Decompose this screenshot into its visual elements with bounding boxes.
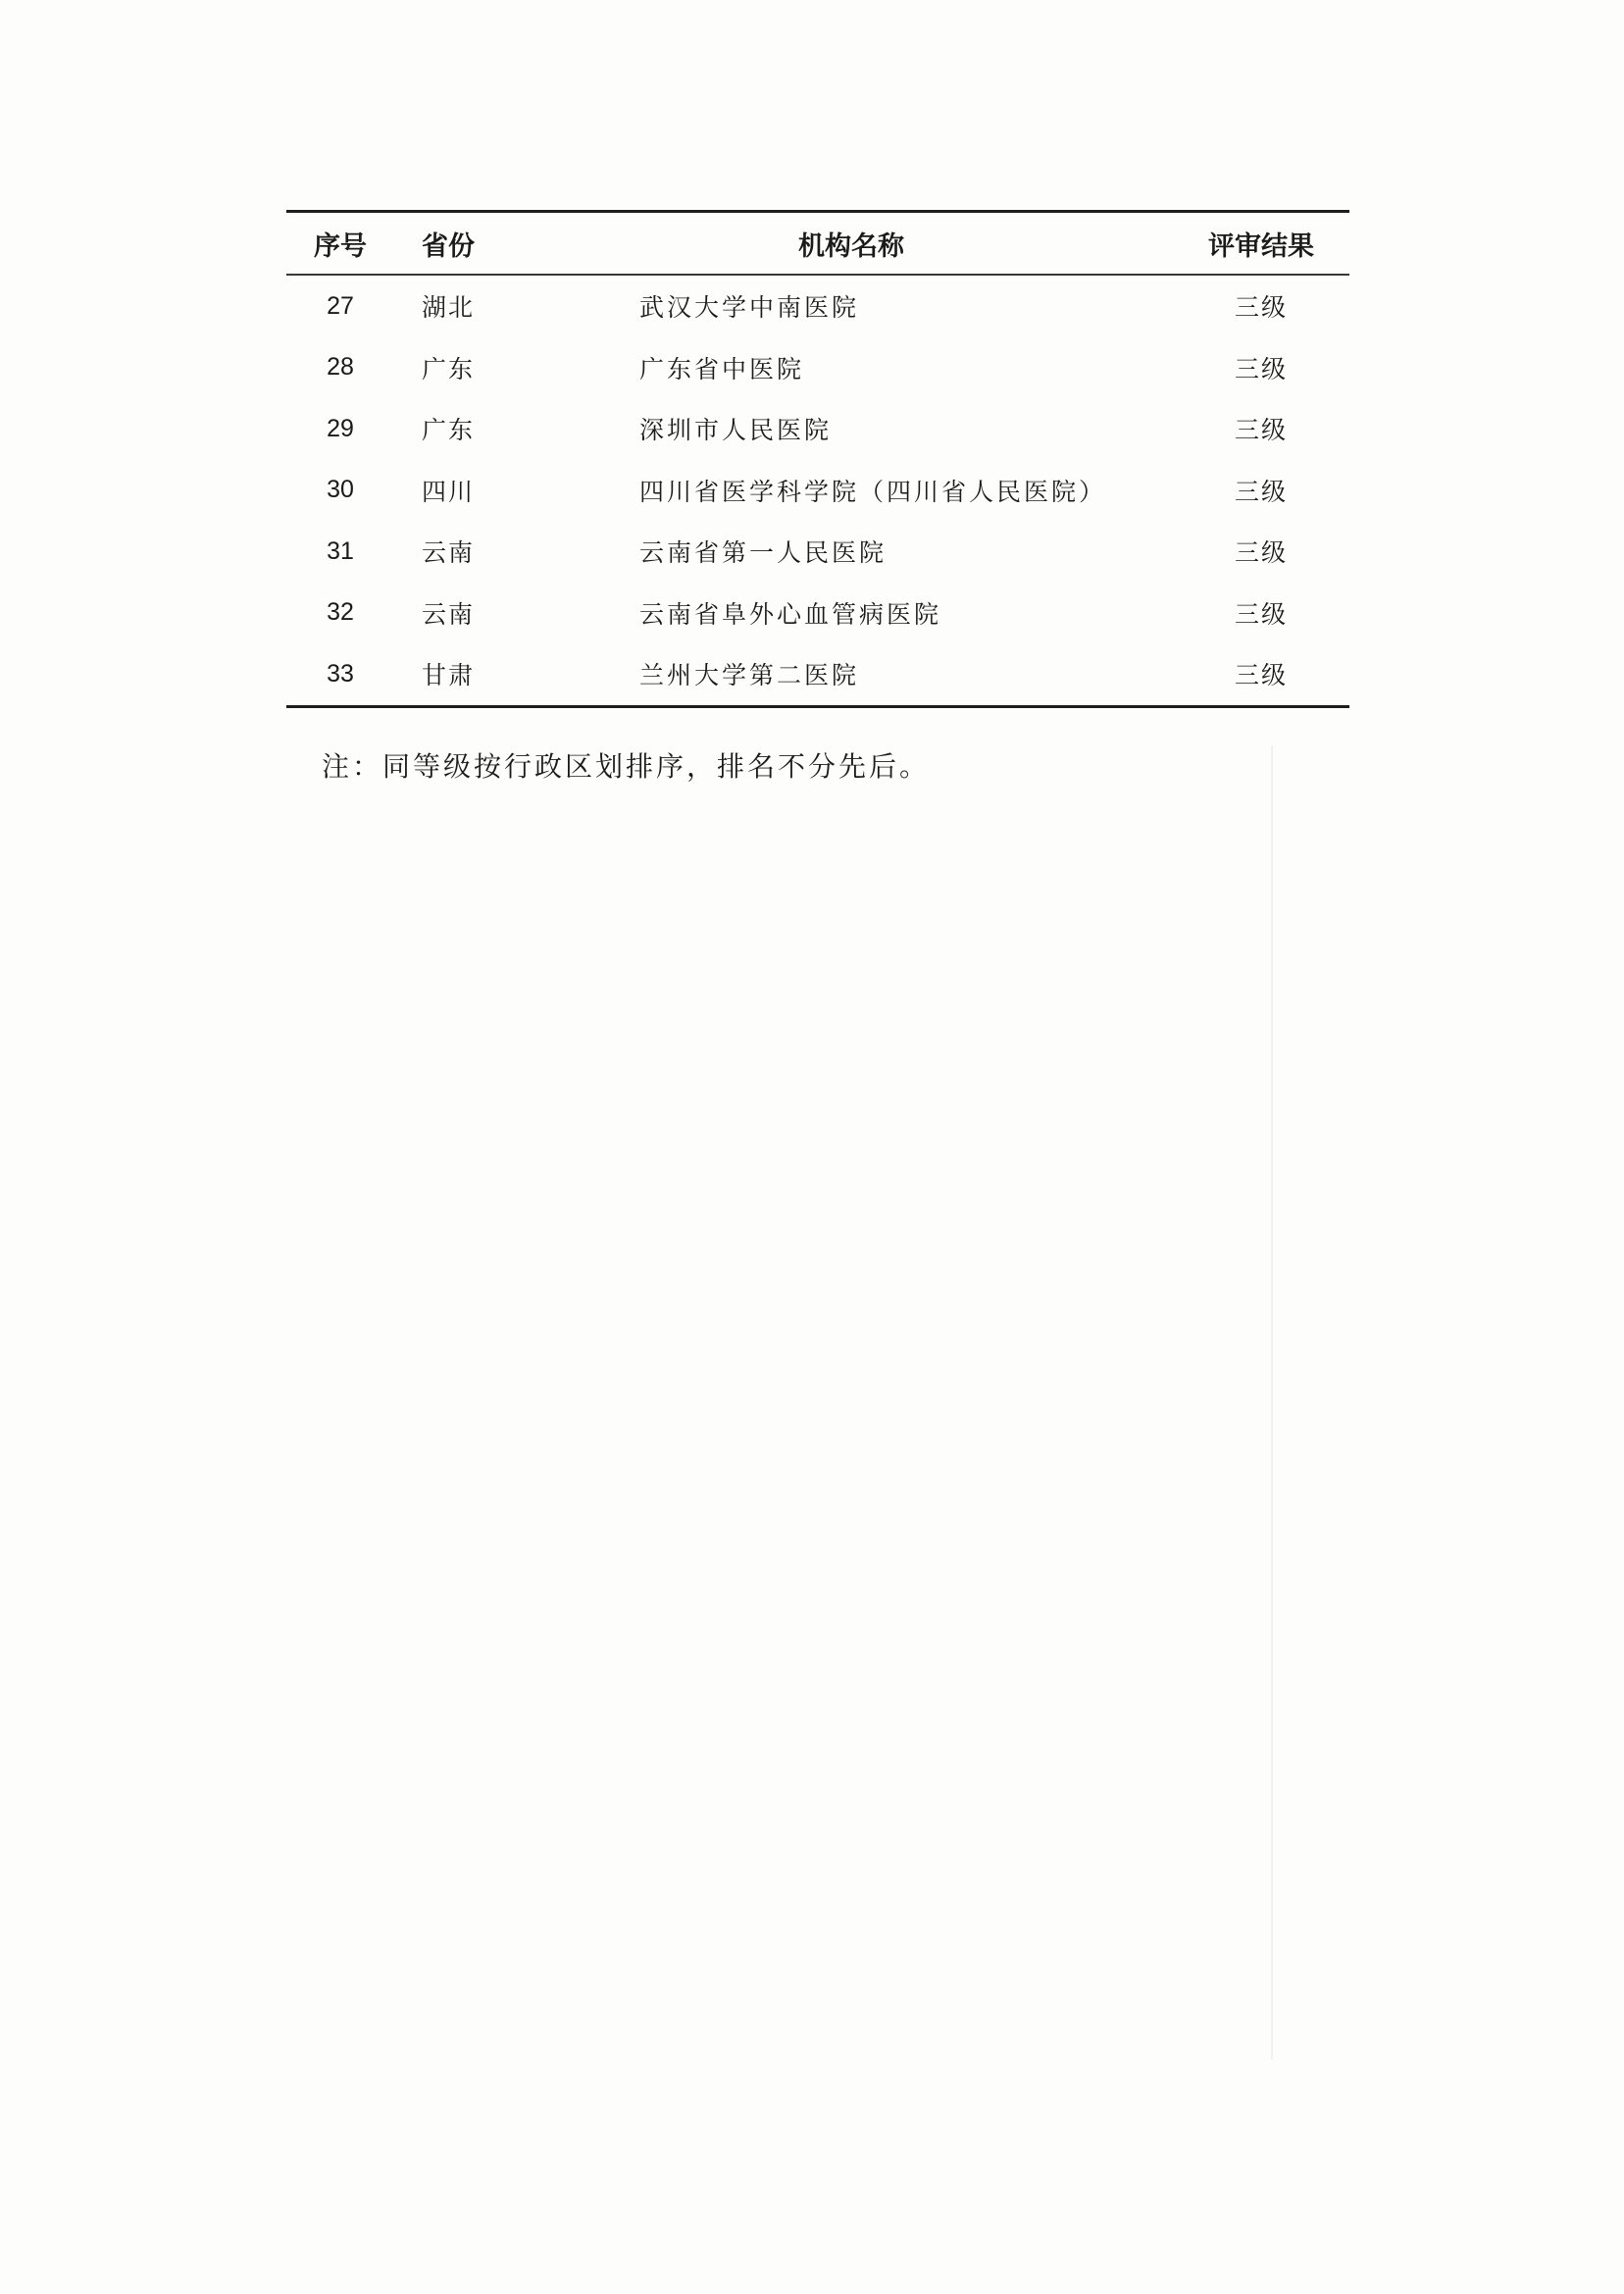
row-institution-name: 兰州大学第二医院 <box>639 661 860 690</box>
row-institution-name: 武汉大学中南医院 <box>639 293 860 323</box>
scan-edge-line <box>1271 745 1273 2060</box>
table-row <box>286 337 1349 399</box>
row-serial-number: 29 <box>327 414 354 442</box>
row-institution-name: 云南省第一人民医院 <box>639 538 888 568</box>
table-row <box>286 521 1349 583</box>
row-review-result: 三级 <box>1234 416 1288 445</box>
row-province: 广东 <box>422 416 476 445</box>
row-review-result: 三级 <box>1234 477 1288 506</box>
row-serial-number: 32 <box>327 598 354 627</box>
row-review-result: 三级 <box>1234 354 1288 383</box>
row-serial-number: 33 <box>327 659 354 688</box>
row-review-result: 三级 <box>1234 293 1288 323</box>
row-institution-name: 广东省中医院 <box>639 354 805 383</box>
header-province: 省份 <box>422 230 475 262</box>
row-institution-name: 深圳市人民医院 <box>639 416 833 445</box>
row-province: 云南 <box>422 538 476 568</box>
row-serial-number: 28 <box>327 353 354 382</box>
row-province: 甘肃 <box>422 661 476 690</box>
table-row <box>286 460 1349 522</box>
row-province: 四川 <box>422 477 476 506</box>
row-province: 广东 <box>422 354 476 383</box>
row-serial-number: 27 <box>327 291 354 320</box>
row-province: 云南 <box>422 599 476 629</box>
row-serial-number: 31 <box>327 536 354 565</box>
header-review-result: 评审结果 <box>1208 230 1314 262</box>
table-row <box>286 398 1349 460</box>
table-footnote: 注：同等级按行政区划排序，排名不分先后。 <box>322 750 931 783</box>
row-serial-number: 30 <box>327 476 354 504</box>
header-serial-number: 序号 <box>314 230 367 262</box>
row-institution-name: 四川省医学科学院（四川省人民医院） <box>639 477 1107 506</box>
row-institution-name: 云南省阜外心血管病医院 <box>639 599 942 629</box>
row-review-result: 三级 <box>1234 538 1288 568</box>
institution-table <box>286 210 1349 708</box>
row-province: 湖北 <box>422 293 476 323</box>
table-body <box>286 275 1349 706</box>
table-row <box>286 643 1349 706</box>
row-review-result: 三级 <box>1234 661 1288 690</box>
institution-table-container <box>286 210 1349 708</box>
table-row <box>286 583 1349 644</box>
table-row <box>286 275 1349 337</box>
row-review-result: 三级 <box>1234 599 1288 629</box>
table-header-row <box>286 212 1349 276</box>
header-institution-name: 机构名称 <box>798 230 904 262</box>
